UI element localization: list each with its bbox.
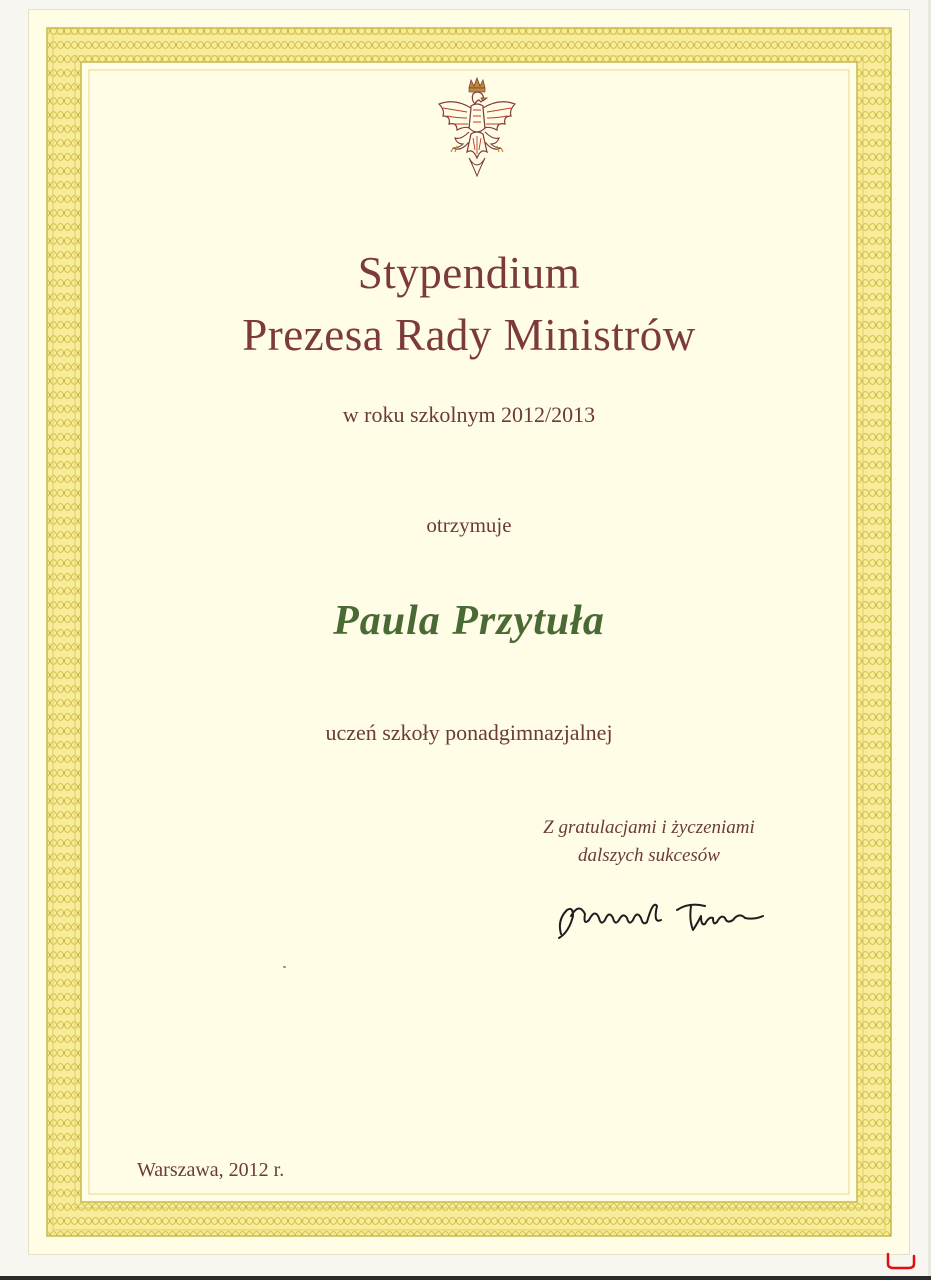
- certificate-title-line2: Prezesa Rady Ministrów: [242, 310, 696, 360]
- recipient-status: uczeń szkoły ponadgimnazjalnej: [325, 720, 613, 745]
- red-corner-mark-icon: [884, 1252, 918, 1270]
- certificate-content: [29, 10, 909, 1254]
- congratulations-line1: Z gratulacjami i życzeniami: [543, 817, 755, 838]
- place-and-date: Warszawa, 2012 r.: [137, 1159, 285, 1181]
- recipient-name: Paula Przytuła: [333, 598, 605, 644]
- school-year-text: w roku szkolnym 2012/2013: [342, 402, 596, 427]
- receives-text: otrzymuje: [426, 513, 512, 537]
- certificate-title-line1: Stypendium: [357, 248, 581, 298]
- scan-edge-bottom: [0, 1276, 931, 1280]
- congratulations-line2: dalszych sukcesów: [578, 845, 720, 866]
- certificate-sheet: [29, 10, 909, 1254]
- paper-speck: [283, 966, 286, 968]
- signature-icon: [549, 880, 779, 950]
- white-eagle-emblem-icon: [435, 76, 519, 180]
